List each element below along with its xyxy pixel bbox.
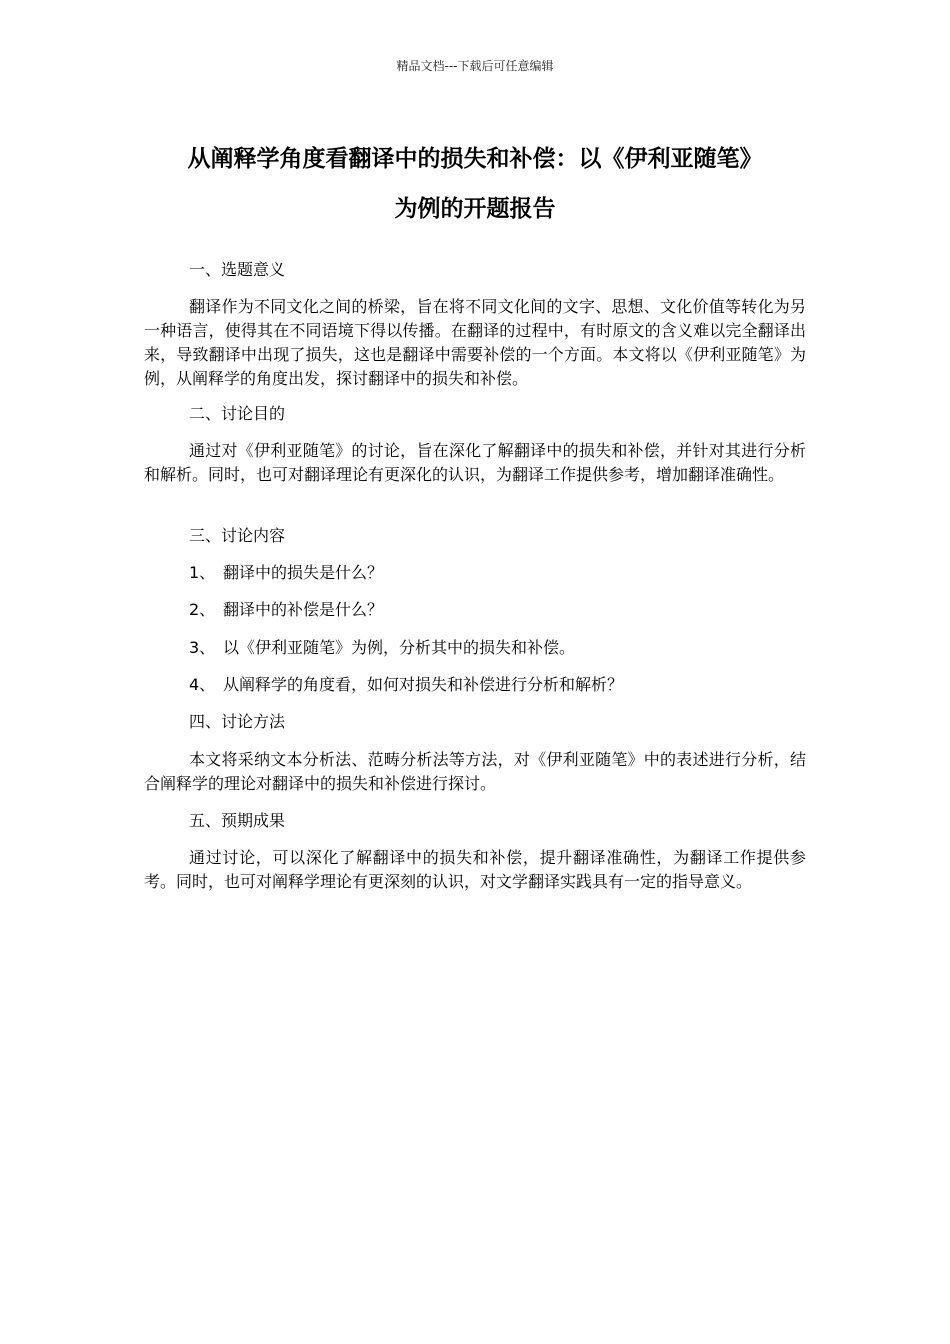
title-line-1: 从阐释学角度看翻译中的损失和补偿：以《伊利亚随笔》	[187, 146, 763, 172]
list-item-text: 翻译中的损失是什么？	[223, 563, 384, 582]
section-2-paragraph: 通过对《伊利亚随笔》的讨论，旨在深化了解翻译中的损失和补偿，并针对其进行分析和解析。同时，也可对翻译理论有更深化的认识，为翻译工作提供参考，增加翻译准确性。	[144, 441, 806, 484]
list-item	[189, 673, 623, 697]
section-2-body	[144, 439, 806, 487]
list-item-text: 从阐释学的角度看，如何对损失和补偿进行分析和解析？	[223, 675, 624, 694]
section-4-heading: 四、讨论方法	[189, 712, 286, 731]
section-4-body	[144, 748, 806, 796]
list-item-number: 2、	[189, 600, 216, 619]
section-1-paragraph: 翻译作为不同文化之间的桥梁，旨在将不同文化间的文字、思想、文化价值等转化为另一种语言，使得其在不同语境下得以传播。在翻译的过程中，有时原文的含义难以完全翻译出来，导致翻译中出现了损失，这也是翻译中需要补偿的一个方面。本文将以《伊利亚随笔》为例，从阐释学的角度出发，探讨翻译中的损失和补偿。	[144, 297, 806, 388]
list-item-text: 以《伊利亚随笔》为例，分析其中的损失和补偿。	[223, 638, 576, 657]
list-item-number: 3、	[189, 638, 216, 657]
document-title	[140, 134, 810, 234]
list-item-number: 1、	[189, 563, 216, 582]
section-1-heading: 一、选题意义	[189, 260, 286, 279]
section-1-body	[144, 295, 806, 391]
section-4-paragraph: 本文将采纳文本分析法、范畴分析法等方法，对《伊利亚随笔》中的表述进行分析，结合阐释学的理论对翻译中的损失和补偿进行探讨。	[144, 750, 806, 793]
page-header: 精品文档---下载后可任意编辑	[396, 59, 554, 73]
section-2-heading: 二、讨论目的	[189, 404, 286, 423]
section-5-paragraph: 通过讨论，可以深化了解翻译中的损失和补偿，提升翻译准确性，为翻译工作提供参考。同时，也可对阐释学理论有更深刻的认识，对文学翻译实践具有一定的指导意义。	[144, 848, 806, 891]
section-3-heading: 三、讨论内容	[189, 526, 286, 545]
title-line-2: 为例的开题报告	[394, 196, 556, 222]
list-item	[189, 636, 575, 660]
list-item	[189, 598, 383, 622]
section-5-body	[144, 846, 806, 894]
list-item-number: 4、	[189, 675, 216, 694]
list-item	[189, 561, 383, 585]
list-item-text: 翻译中的补偿是什么？	[223, 600, 384, 619]
section-5-heading: 五、预期成果	[189, 811, 286, 830]
